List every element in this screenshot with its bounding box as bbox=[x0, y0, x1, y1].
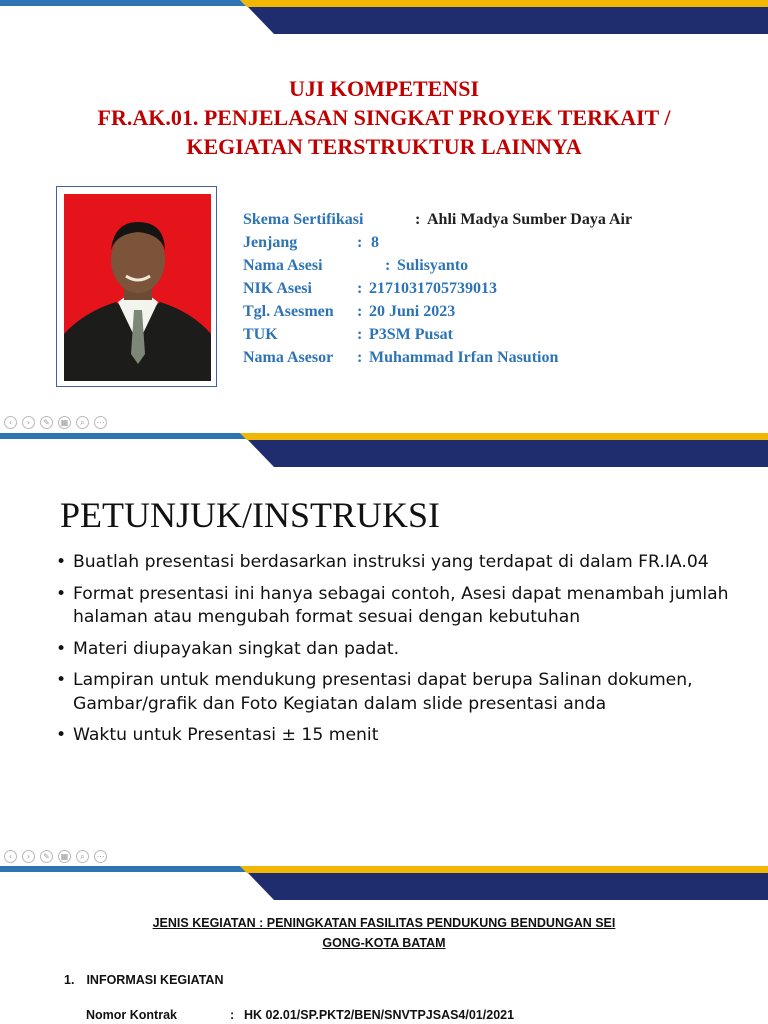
info-label: Jenjang bbox=[243, 234, 298, 251]
info-row-tuk bbox=[243, 323, 743, 346]
bullet-icon: • bbox=[56, 583, 67, 604]
prev-icon[interactable]: ‹ bbox=[4, 850, 17, 863]
bullet-icon: • bbox=[56, 552, 67, 572]
info-row-nik bbox=[243, 277, 743, 300]
info-sep: : bbox=[357, 234, 363, 251]
info-sep: : bbox=[357, 349, 363, 366]
more-icon[interactable]: ⋯ bbox=[94, 850, 107, 863]
info-value: P3SM Pusat bbox=[369, 326, 453, 343]
info-sep: : bbox=[385, 257, 391, 274]
info-value: 2171031705739013 bbox=[369, 280, 497, 297]
header-band bbox=[0, 0, 768, 40]
info-label: Nama Asesor bbox=[243, 349, 334, 366]
pen-icon[interactable]: ✎ bbox=[40, 416, 53, 429]
slide-controls bbox=[4, 850, 107, 864]
instructions-heading: PETUNJUK/INSTRUKSI bbox=[60, 495, 441, 535]
list-item bbox=[56, 724, 736, 748]
info-sep: : bbox=[357, 303, 363, 320]
info-label: Nama Asesi bbox=[243, 257, 323, 274]
asesi-photo bbox=[64, 194, 211, 381]
asesi-photo-frame bbox=[56, 186, 217, 387]
next-icon[interactable]: › bbox=[22, 850, 35, 863]
section-title bbox=[64, 973, 223, 987]
more-icon[interactable]: ⋯ bbox=[94, 416, 107, 429]
bullet-icon: • bbox=[56, 725, 67, 745]
section-label: INFORMASI KEGIATAN bbox=[86, 973, 224, 987]
slide-1 bbox=[0, 0, 768, 437]
info-value: Ahli Madya Sumber Daya Air bbox=[427, 211, 633, 228]
bullet-icon: • bbox=[56, 638, 67, 659]
title-line: KEGIATAN TERSTRUKTUR LAINNYA bbox=[186, 134, 582, 159]
contract-label: Nomor Kontrak bbox=[86, 1008, 177, 1022]
title-line: UJI KOMPETENSI bbox=[288, 76, 480, 101]
slide-controls bbox=[4, 416, 107, 430]
asesi-info bbox=[243, 208, 743, 369]
pen-icon[interactable]: ✎ bbox=[40, 850, 53, 863]
activity-heading bbox=[0, 913, 768, 953]
info-row-jenjang bbox=[243, 231, 743, 254]
instructions-list bbox=[56, 551, 736, 756]
list-item bbox=[56, 669, 736, 716]
list-item-text: Waktu untuk Presentasi ± 15 menit bbox=[73, 725, 379, 745]
info-value: Muhammad Irfan Nasution bbox=[369, 349, 559, 366]
info-label: Skema Sertifikasi bbox=[243, 211, 364, 228]
next-icon[interactable]: › bbox=[22, 416, 35, 429]
list-item bbox=[56, 583, 736, 630]
info-value: 8 bbox=[371, 234, 379, 251]
list-item-text: Materi diupayakan singkat dan padat. bbox=[73, 638, 400, 659]
section-number: 1. bbox=[64, 973, 75, 987]
title-line: FR.AK.01. PENJELASAN SINGKAT PROYEK TERKAIT / bbox=[97, 105, 671, 130]
bullet-icon: • bbox=[56, 670, 67, 690]
list-item bbox=[56, 638, 736, 662]
contract-sep: : bbox=[230, 1008, 235, 1022]
slides-icon[interactable]: ▦ bbox=[58, 416, 71, 429]
info-label: TUK bbox=[243, 326, 278, 343]
list-item-text: Buatlah presentasi berdasarkan instruksi yang terdapat di dalam FR.IA.04 bbox=[73, 552, 709, 572]
contract-value: HK 02.01/SP.PKT2/BEN/SNVTPJSAS4/01/2021 bbox=[244, 1008, 515, 1022]
info-row-nama-asesi bbox=[243, 254, 743, 277]
list-item bbox=[56, 551, 736, 575]
heading-line: JENIS KEGIATAN : PENINGKATAN FASILITAS PENDUKUNG BENDUNGAN SEI bbox=[152, 916, 616, 930]
info-row-skema bbox=[243, 208, 743, 231]
info-sep: : bbox=[415, 211, 421, 228]
heading-line: GONG-KOTA BATAM bbox=[322, 936, 446, 950]
info-row-asesor bbox=[243, 346, 743, 369]
zoom-icon[interactable]: ⌕ bbox=[76, 416, 89, 429]
prev-icon[interactable]: ‹ bbox=[4, 416, 17, 429]
info-value: 20 Juni 2023 bbox=[369, 303, 456, 320]
header-band bbox=[0, 433, 768, 473]
info-label: NIK Asesi bbox=[243, 280, 312, 297]
info-row-tgl bbox=[243, 300, 743, 323]
info-sep: : bbox=[357, 280, 363, 297]
info-value: Sulisyanto bbox=[397, 257, 469, 274]
info-sep: : bbox=[357, 326, 363, 343]
slide-1-title bbox=[0, 74, 768, 161]
list-item-text: Format presentasi ini hanya sebagai contoh, Asesi dapat menambah jumlah halaman atau mengubah format sesuai dengan kebutuhan bbox=[73, 583, 729, 627]
header-band bbox=[0, 866, 768, 906]
zoom-icon[interactable]: ⌕ bbox=[76, 850, 89, 863]
info-label: Tgl. Asesmen bbox=[243, 303, 334, 320]
slides-icon[interactable]: ▦ bbox=[58, 850, 71, 863]
list-item-text: Lampiran untuk mendukung presentasi dapat berupa Salinan dokumen, Gambar/grafik dan Foto Kegiatan dalam slide presentasi anda bbox=[73, 670, 693, 714]
